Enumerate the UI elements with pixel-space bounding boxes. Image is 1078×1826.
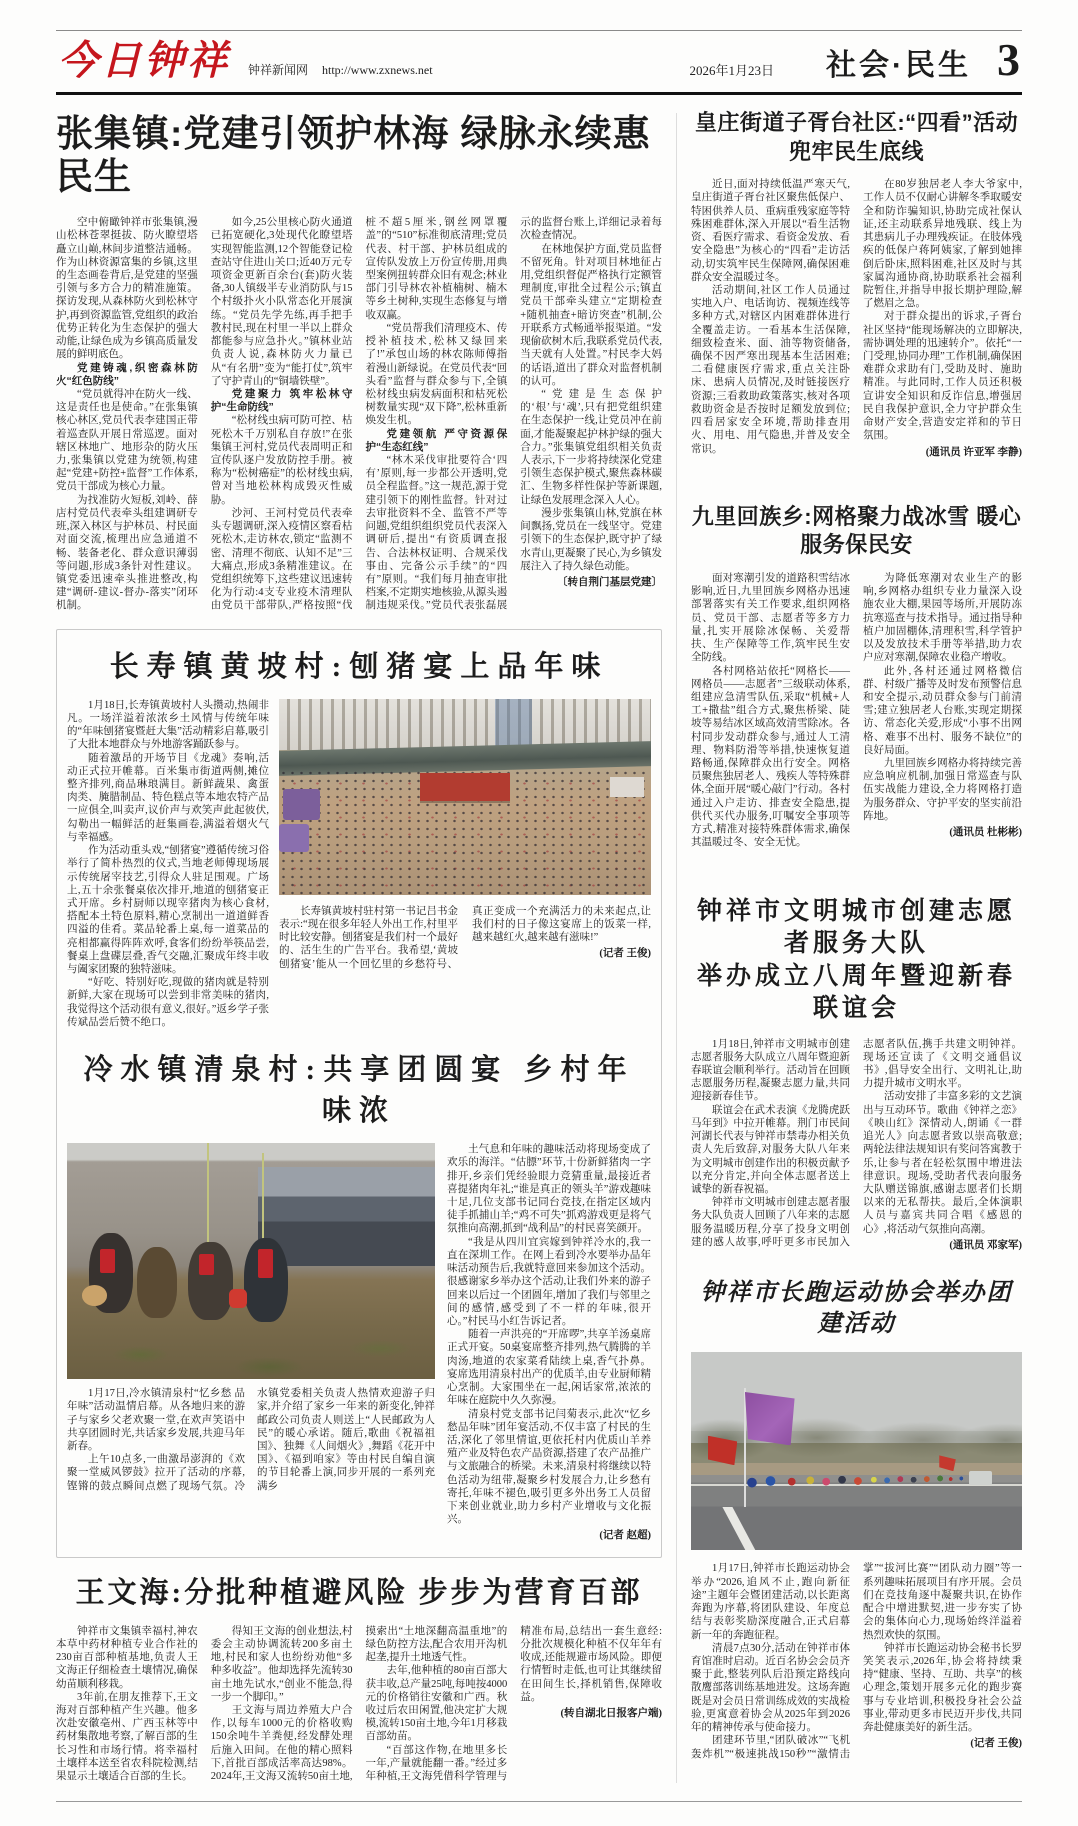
paragraph: 1月18日,钟祥市文明城市创建志愿者服务大队成立八周年暨迎新春联谊会顺利举行。活动旨在回顾志愿服务历程,凝聚志愿力量,共同迎接新春佳节。 [691, 1038, 850, 1103]
article-body-below-photo [279, 905, 651, 971]
photo-red-scarf [199, 1254, 214, 1275]
paragraph: 联谊会在武术表演《龙腾虎跃马年到》中拉开帷幕。荆门市民间河湖长代表与钟祥市禁毒办相关负责人先后致辞,对服务大队八年来为文明城市创建作出的积极贡献予以充分肯定,并向全体志愿者送上诚挚的新春祝福。 [691, 1104, 850, 1195]
photo-villager [137, 1247, 177, 1318]
paragraph: 清泉村党支部书记闫菊表示,此次“忆乡愁品年味”团年宴活动,不仅丰富了村民的生活,深化了邻里情谊,更依托村内优质山羊养殖产业及特色农产品资源,搭建了农产品推广与文旅融合的桥梁。未来,清泉村将继续以特色活动为纽带,凝聚乡村发展合力,让乡愁有寄托,年味不褪色,吸引更多外出务工人员留下来创业就业,助力乡村产业增收与文化振兴。 [447, 1408, 651, 1526]
paragraph: “百部这作物,在地里多长一年,产量就能翻一番。”经过多年种植,王文海凭借科学管理与精准布局,总结出一套生意经:分批次规模化种植不仅年年有收成,还能规避市场风险。即便行情暂时走低,也可让其继续留在田间生长,择机销售,保障收益。 [365, 1625, 662, 1783]
byline: (通讯员 杜彬彬) [949, 827, 1022, 839]
paragraph: 1月17日,钟祥市长跑运动协会举办“2026,追风不止,跑向新征途”主题年会暨团建活动,以长距离奔跑为序幕,将团队建设、年度总结与表彰奖励深度融合,正式启幕新一年的奔跑征程。 [691, 1563, 850, 1641]
paragraph: 清晨7点30分,活动在钟祥市体育馆准时启动。近百名协会会员齐聚于此,整装列队后沿预定路线向散鹰部落训练基地进发。这场奔跑既是对会员日常训练成效的实战检验,更寓意着协会从2025年到2026年的精神传承与使命接力。 [691, 1642, 850, 1734]
article-huangpo [67, 644, 651, 1029]
section-title: 社会·民生 [826, 49, 971, 82]
paragraph: 活动期间,社区工作人员通过实地入户、电话询访、视频连线等多种方式,对辖区内困难群体进行全覆盖走访。一看基本生活保障,细致检查米、面、油等物资储备,确保不因严寒出现基本生活困难;二看健康医疗需求,重点关注卧床、患病人员情况,及时链接医疗资源;三看救助政策落实,核对各项救助资金是否按时足额发放到位;四看居家安全环境,帮助排查用火、用电、用气隐患,并普及安全常识。 [691, 284, 850, 455]
article-body [691, 178, 1022, 459]
article-wenming [691, 896, 1022, 1253]
paragraph: 王文海与周边养殖大户合作,以每车1000元的价格收购150余吨牛羊粪便,经发酵处理后施入田间。在他的精心照料下,首批百部成活率高达98%。2024年,王文海又流转50亩土地,摸索出“土地深翻高温重地”的绿色防控方法,配合农用开沟机起垄,提升土地透气性。 [210, 1625, 508, 1783]
paragraph: 九里回族乡网格办将持续完善应急响应机制,加强日常巡查与队伍实战能力建设,全力将网格打造为服务群众、守护平安的坚实前沿阵地。 [863, 758, 1022, 822]
reunion-event-photo [67, 1143, 435, 1379]
headline-jiuli: 九里回族乡:网格聚力战冰雪 暖心服务保民安 [691, 503, 1022, 558]
paragraph: 面对寒潮引发的道路积雪结冰影响,近日,九里回族乡网格办迅速部署落实有关工作要求,组织网格员、党员干部、志愿者等多方力量,扎实开展除冰保畅、关爱帮扶、生产保障等工作,筑牢民生安全防线。 [691, 572, 850, 664]
paragraph: 对于群众提出的诉求,子胥台社区坚持“能现场解决的立即解决,需协调处理的迅速转介”。依托“一门受理,协同办理”工作机制,确保困难群众求助有门,受助及时、施助精准。与此同时,工作人员还积极宣讲安全知识和反诈信息,增强居民自我保护意识,全力守护群众生命财产安全,营造安定祥和的节日氛围。 [863, 311, 1022, 442]
photo-stage [420, 773, 509, 800]
article-changpao [691, 1278, 1022, 1761]
paragraph: 3年前,在朋友推荐下,王文海对百部种植产生兴趣。他多次赴安徽亳州、广西玉林等中药材集散地考察,了解百部的生长习性和市场行情。将幸福村土壤样本送至省农科院检测,结果显示土壤适合百部的生长。 [56, 1691, 198, 1783]
headline-zhangji: 张集镇:党建引领护林海 绿脉永续惠民生 [56, 113, 651, 197]
article-body-left [67, 699, 269, 1029]
photo-tent [283, 789, 320, 820]
paragraph: 随着激昂的开场节目《龙魂》奏响,活动正式拉开帷幕。百米集市街道两侧,摊位整齐排列,商品琳琅满目。新鲜蔬果、禽蛋肉类、腌腊制品、特色糕点等本地农特产品一应俱全,叫卖声,议价声与欢笑声此起彼伏,勾勒出一幅鲜活的赶集画卷,满溢着烟火气与幸福感。 [67, 752, 269, 843]
paragraph: 随着一声洪亮的“开席啰”,共享羊汤桌席正式开宴。50桌宴席整齐排列,热气腾腾的羊肉汤,地道的农家菜肴陆续上桌,香气扑鼻。宴席选用清泉村出产的优质羊,由专业厨师精心烹制。大家围坐在一起,闲话家常,浓浓的年味在庭院中久久弥漫。 [447, 1329, 651, 1407]
photo-red-scarf [258, 1249, 273, 1277]
headline-line2: 举办成立八周年暨迎新春联谊会 [696, 962, 1016, 1023]
paragraph: 1月18日,长寿镇黄坡村人头攒动,热闹非凡。一场洋溢着浓浓乡土风情与传统年味的“年味刨猪宴暨赶大集”活动精彩启幕,吸引了大批本地群众与外地游客踊跃参与。 [67, 699, 269, 751]
paragraph: 为找准防火短板,刘岭、薛店村党员代表牵头组建调研专班,深入林区与护林员、村民面对面交流,梳理出应急通道不畅、装备老化、群众意识薄弱等问题,形成3条针对性建议。镇党委迅速牵头推进整改,构建“调研-建议-督办-落实”闭环机制。 [56, 494, 198, 612]
headline-huangpo: 长寿镇黄坡村:刨猪宴上品年味 [109, 650, 609, 683]
byline: (记者 王俊) [599, 948, 651, 960]
paragraph: 各村网格站依托“网格长——网格员——志愿者”三级联动体系,组建应急清雪队伍,采取“机械+人工+撒盐”组合方式,聚焦桥梁、陡坡等易结冰区域高效清雪除冰。各村同步发动群众参与,通过人工清理、物料防滑等举措,快速恢复道路畅通,保障群众出行安全。网格员聚焦独居老人、残疾人等特殊群体,全面开展“暖心敲门”行动。各村通过入户走访、排查安全隐患,提供代买代办服务,叮嘱安全事项等方式,精准对接特殊群体需求,确保其温暖过冬、安全无忧。 [691, 665, 850, 849]
byline: (转自湖北日报客户端) [560, 1708, 662, 1719]
paragraph: 上午10点多,一曲激昂澎湃的《欢聚一堂威风锣鼓》拉开了活动的序幕,铿锵的鼓点瞬间点燃了现场气氛。冷水镇党委相关负责人热情欢迎游子归家,并介绍了家乡一年来的新变化,钟祥邮政公司负责人则送上“人民邮政为人民”的暖心承诺。随后,歌曲《祝福祖国》、独舞《人间烟火》,舞蹈《花开中国》、《福到咱家》等由村民自编自演的节目轮番上演,同步开展的一系列充满乡 [67, 1388, 435, 1492]
article-body [691, 1562, 1022, 1760]
byline: (记者 王俊) [970, 1738, 1022, 1750]
headline-line1: 钟祥市文明城市创建志愿者服务大队 [696, 897, 1016, 958]
page-content [56, 109, 1022, 1783]
paragraph: 1月17日,冷水镇清泉村“忆乡愁 品年味”活动温情启幕。从各地归来的游子与家乡父老欢聚一堂,在欢声笑语中共享团圆时光,共话家乡发展,共迎马年新春。 [67, 1388, 245, 1452]
feature-box [56, 629, 662, 1558]
article-huangzhuang [691, 109, 1022, 459]
paragraph: 为降低寒潮对农业生产的影响,乡网格办组织专业力量深入设施农业大棚,果园等场所,开展防冻抗寒巡查与技术指导。通过指导种植户加固棚体,清理积雪,科学管护以及发放技术手册等举措,助力农户应对寒潮,保障农业稳产增收。 [863, 572, 1022, 664]
photo-grass [67, 1318, 435, 1379]
paragraph: “我是从四川宜宾嫁到钟祥冷水的,我一直在深圳工作。在网上看到冷水要举办品年味活动预告后,我就特意回来参加这个活动。很感谢家乡举办这个活动,让我们外来的游子回来以后过一个团圆年,增加了我们与邻里之间的感情,感受到了不一样的年味,很开心。”村民马小红告诉记者。 [447, 1236, 651, 1327]
paragraph: 在80岁独居老人李大爷家中,工作人员不仅耐心讲解冬季取暖安全和防诈骗知识,协助完成社保认证,还主动联系异地残联、线上为其患病儿子办理残疾证。在肢体残疾的低保户蒋阿姨家,了解到她摔倒后卧床,照料困难,社区及时与其家属沟通协商,协助联系社会福利院暂住,并指导申报长期护理险,解了燃眉之急。 [863, 179, 1022, 310]
masthead-logo: 今日钟祥 [58, 37, 230, 83]
article-zhangji [56, 113, 662, 613]
article-wangwenhai [56, 1570, 662, 1784]
paragraph: 空中俯瞰钟祥市张集镇,漫山松林苍翠挺拔、防火瞭望塔矗立山巅,林间步道整洁通畅。作为山林资源富集的乡镇,这里的生态画卷背后,是党建的坚强引领与多方合力的精准施策。探访发现,从森林防火到松林守护,再到资源监管,党组织的政治优势正转化为生态保护的强大动能,让绿色成为乡镇高质量发展的鲜明底色。 [56, 217, 198, 361]
article-qingquan [67, 1047, 651, 1543]
article-body [56, 1625, 662, 1784]
running-event-photo [691, 1352, 1022, 1550]
headline-qingquan: 冷水镇清泉村:共享团圆宴 乡村年味浓 [83, 1054, 635, 1128]
byline: (记者 赵超) [599, 1530, 651, 1542]
paragraph: “党员就得冲在防火一线、这是责任也是使命。”在张集镇核心林区,党员代表李建国正带着巡查队开展日常巡逻。面对辖区林地广、地形杂的防火压力,张集镇以党建为统领,构建起“党建+防控+监督”工作体系,党员干部成为核心力量。 [56, 388, 198, 493]
article-body [691, 572, 1022, 850]
paragraph: 得知王文海的创业想法,村委会主动协调流转200多亩土地,村民和家人也纷纷劝他“多种多收益”。他却选择先流转30亩土地先试水,“创业不能急,得一步一个脚印。” [210, 1625, 353, 1703]
byline: (通讯员 许亚军 李静) [925, 446, 1022, 458]
headline-wangwenhai: 王文海:分批种植避风险 步步为营育百部 [75, 1576, 643, 1609]
headline-wenming [691, 896, 1022, 1026]
paragraph: 此外,各村还通过网格微信群、村级广播等及时发布预警信息和安全提示,动员群众参与门前清雪;建立独居老人台账,实现定期探访、常态化关爱,形成“小事不出网格、难事不出村、服务不缺位”的良好局面。 [863, 665, 1022, 756]
article-body [56, 216, 662, 613]
photo-shed [258, 1167, 435, 1266]
paragraph: 作为活动重头戏,“刨猪宴”遵循传统习俗举行了简朴热烈的仪式,当地老师傅现场展示传统屠宰技艺,引得众人驻足围观。广场上,五十余张餐桌依次排开,地道的刨猪宴正式开席。乡村厨师以现宰猪肉为核心食材,搭配本土特色原料,精心烹制出一道道鲜香四溢的佳肴。菜品轮番上桌,每一道菜品的亮相都赢得阵阵欢呼,食客们纷纷举筷品尝,餐桌上盘碟层叠,香气交融,汇聚成年终丰收与阖家团聚的独特滋味。 [67, 845, 269, 976]
right-column-area [691, 109, 1022, 1783]
paragraph: 漫步张集镇山林,党旗在林间飘扬,党员在一线坚守。党建引领下的生态保护,既守护了绿水青山,更凝聚了民心,为乡镇发展注入了持久绿色动能。 [520, 507, 662, 572]
photo-red-bag [229, 1289, 247, 1308]
site-url[interactable]: http://www.zxnews.net [322, 62, 433, 77]
festival-aerial-photo [279, 699, 651, 895]
paragraph: 近日,面对持续低温严寒天气,皇庄街道子胥台社区聚焦低保户、特困供养人员、重病重残家庭等特殊困难群体,深入开展以“看生活物资、看医疗需求、看资金发放、看安全隐患”为核心的“四看”走访活动,切实筑牢民生保障网,确保困难群众安全温暖过冬。 [691, 179, 850, 283]
photo-purple-flag [745, 1392, 795, 1445]
paragraph: 团建环节里,“团队破冰”“飞机轰炸机”“极速挑战150秒”“激情击掌”“拔河比赛”“团队动力圈”等一系列趣味拓展项目有序开展。会员们在竞技角逐中凝聚共识,在协作配合中增进默契,进一步夯实了协会的集体向心力,现场始终洋溢着热烈欢快的氛围。 [691, 1563, 1022, 1760]
sub-headline: 党建聚力 筑牢松林守护“生命防线” [210, 387, 353, 414]
photo-tent [279, 824, 309, 851]
byline: 〔转自荆门基层党建〕 [557, 577, 662, 588]
left-column-area [56, 109, 662, 1783]
article-body-right [447, 1143, 651, 1543]
paragraph: 在林地保护方面,党员监督不留死角。针对项目林地征占用,党组织督促严格执行定额管理制度,审批全过程公示;镇直党员干部牵头建立“定期检查+随机抽查+暗访突查”机制,公开联系方式畅通举报渠道。“发现偷砍树木后,我联系党员代表,当天就有人处置。”村民李大妈的话语,道出了群众对监督机制的认可。 [520, 243, 662, 387]
paragraph: 土气息和年味的趣味活动将现场变成了欢乐的海洋。“估膘”环节,十份新鲜猪肉一字排开,乡亲们凭经验眼力竞猜重量,最接近者喜提猪肉年礼;“谁是真正的领头羊”游戏趣味十足,几位支部书记同台竞技,在指定区域内徒手抓捕山羊;“鸡不可失”抓鸡游戏更是将气氛推向高潮,抓到“战利品”的村民喜笑颜开。 [447, 1144, 651, 1235]
issue-date: 2026年1月23日 [689, 63, 774, 78]
paragraph: 钟祥市文明城市创建志愿者服务大队负责人回顾了八年来的志愿服务温暖历程,分享了投身文明创建的感人故事,呼吁更多市民加入志愿者队伍,携手共建文明钟祥。现场还宣读了《文明交通倡议书》,倡导安全出行、文明礼让,助力提升城市文明水平。 [691, 1038, 1022, 1248]
byline: (通讯员 邓家军) [949, 1239, 1022, 1251]
page-header [56, 30, 1022, 95]
article-body [691, 1038, 1022, 1253]
photo-car [969, 1471, 992, 1485]
paragraph: 去年,他种植的80亩百部大获丰收,总产量25吨,每吨按4000元的价格销往安徽和广西。秋收过后农田闲置,他决定扩大规模,流转150亩土地,今年1月移栽百部幼苗。 [365, 1665, 508, 1743]
paragraph: 沙河、王河村党员代表牵头专题调研,深入疫情区察看枯死松木,走访林农,锁定“监测不密、清理不彻底、认知不足”三大痛点,形成3条精准建议。在党组织统筹下,这些建议迅速转化为行动:4支专业疫木清理队由党员干部带队,严格按照“伐桩不超5厘米,钢丝网罩覆盖”的“510”标准彻底清理;党员代表、村干部、护林员组成的宣传队发放上万份宣传册,用典型案例扭转群众旧有观念;林业部门引导林农补植楠树、楠木等乡土树种,实现生态修复与增收双赢。 [210, 217, 508, 612]
footer-rule [56, 1801, 1022, 1802]
paragraph: “林木采伐审批要符合‘四有’原则,每一步都公开透明,党员全程监督。”这一规范,源于党建引领下的刚性监督。针对过去审批资料不全、监管不严等问题,党组织组织党员代表深入调研后,提出“有资质调查报告、合法林权证明、合规采伐事由、完备公示手续”的“四有”原则。“我们每月抽查审批档案,不定期实地核验,从源头遏制违规采伐。”党员代表张磊展示的监督台账上,详细记录着每次检查情况。 [365, 217, 662, 612]
paragraph: “松材线虫病可防可控、枯死松木千万别私自存放!”在张集镇王河村,党员代表周明正和宣传队逐户发放防控手册。被称为“松树癌症”的松材线虫病,曾对当地松林构成毁灭性威胁。 [210, 415, 353, 506]
photo-tent [610, 777, 643, 797]
paragraph: “党建是生态保护的‘根’与‘魂’,只有把党组织建在生态保护一线,让党员冲在前面,才能凝聚起护林护绿的强大合力。”张集镇党组织相关负责人表示,下一步将持续深化党建引领生态保护模式,聚焦森林碳汇、生物多样性保护等新课题,让绿色发展理念深入人心。 [520, 388, 662, 506]
paragraph: 活动安排了丰富多彩的文艺演出与互动环节。歌曲《钟祥之恋》《映山红》深情动人,朗诵《一群追光人》向志愿者致以崇高敬意;两轮法律法规知识有奖问答寓教于乐,让参与者在轻松氛围中增进法律意识。现场,受助者代表向服务大队赠送锦旗,感谢志愿者们长期以来的无私帮扶。最后,全体演职人员与嘉宾共同合唱《感恩的心》,将活动气氛推向高潮。 [863, 1091, 1022, 1235]
article-body-below-photo [67, 1387, 435, 1493]
paragraph: 钟祥市长跑运动协会秘书长罗笑笑表示,2026年,协会将持续秉持“健康、坚持、互助、共享”的核心理念,策划开展多元化的跑步赛事与专业培训,积极投身社会公益事业,带动更多市民迈开步伐,共同奔赴健康美好的新生活。 [863, 1642, 1022, 1734]
paragraph: 如今,25公里核心防火通道已拓宽硬化,3处现代化瞭望塔实现智能监测,12个智能登记检查站守住进山关口;近40万元专项资金更新百余台(套)防火装备,30人镇级半专业消防队与15个村级扑火小队常态化开展演练。“党员先学先练,再手把手教村民,现在村里一半以上群众都能参与应急扑火。”镇林业站负责人说,森林防火力量已从“有名册”变为“能打仗”,筑牢了守护青山的“铜墙铁壁”。 [210, 217, 353, 387]
sub-headline: 党建铸魂,织密森林防火“红色防线” [56, 361, 198, 387]
sub-headline: 党建领航 严守资源保护“生态红线” [365, 427, 508, 453]
site-name: 钟祥新闻网 [248, 62, 309, 77]
headline-huangzhuang: 皇庄街道子胥台社区:“四看”活动 兜牢民生底线 [694, 110, 1019, 164]
paragraph: “党员帮我们清理疫木、传授补植技术,松林又绿回来了!”承包山场的林农陈师傅指着漫山新绿说。在党员代表“回头看”监督与群众参与下,全镇松材线虫病发病面积和枯死松树数量实现“双下降”,松林重新焕发生机。 [365, 322, 508, 427]
photo-road-marking [722, 1507, 755, 1551]
column-divider [676, 113, 677, 1783]
paragraph: 钟祥市文集镇幸福村,神农本草中药材种植专业合作社的230亩百部种植基地,负责人王文海正仔细检查土壤情况,确保幼苗顺利移栽。 [56, 1625, 198, 1690]
article-jiuli [691, 503, 1022, 850]
photo-trees [691, 1412, 1022, 1460]
paragraph: 长寿镇黄坡村驻村第一书记吕书金表示:“现在很多年轻人外出工作,村里平时比较安静。刨猪宴是我们村一个最好的、活生生的广告平台。我希望,‘黄坡刨猪宴’能从一个回忆里的乡愁符号、真正变成一个充满活力的未来起点,让我们村的日子像这宴席上的饭菜一样,越来越红火,越来越有滋味!” [279, 905, 651, 970]
headline-changpao: 钟祥市长跑运动协会举办团建活动 [700, 1280, 1013, 1338]
paragraph: “好吃、特别好吃,现做的猪肉就是特别新鲜,大家在现场可以尝到非常美味的猪肉,我觉得这个活动很有意义,很好。”返乡学子张传斌品尝后赞不绝口。 [67, 977, 269, 1028]
photo-red-scarf [100, 1249, 115, 1273]
page-number: 3 [997, 34, 1020, 85]
